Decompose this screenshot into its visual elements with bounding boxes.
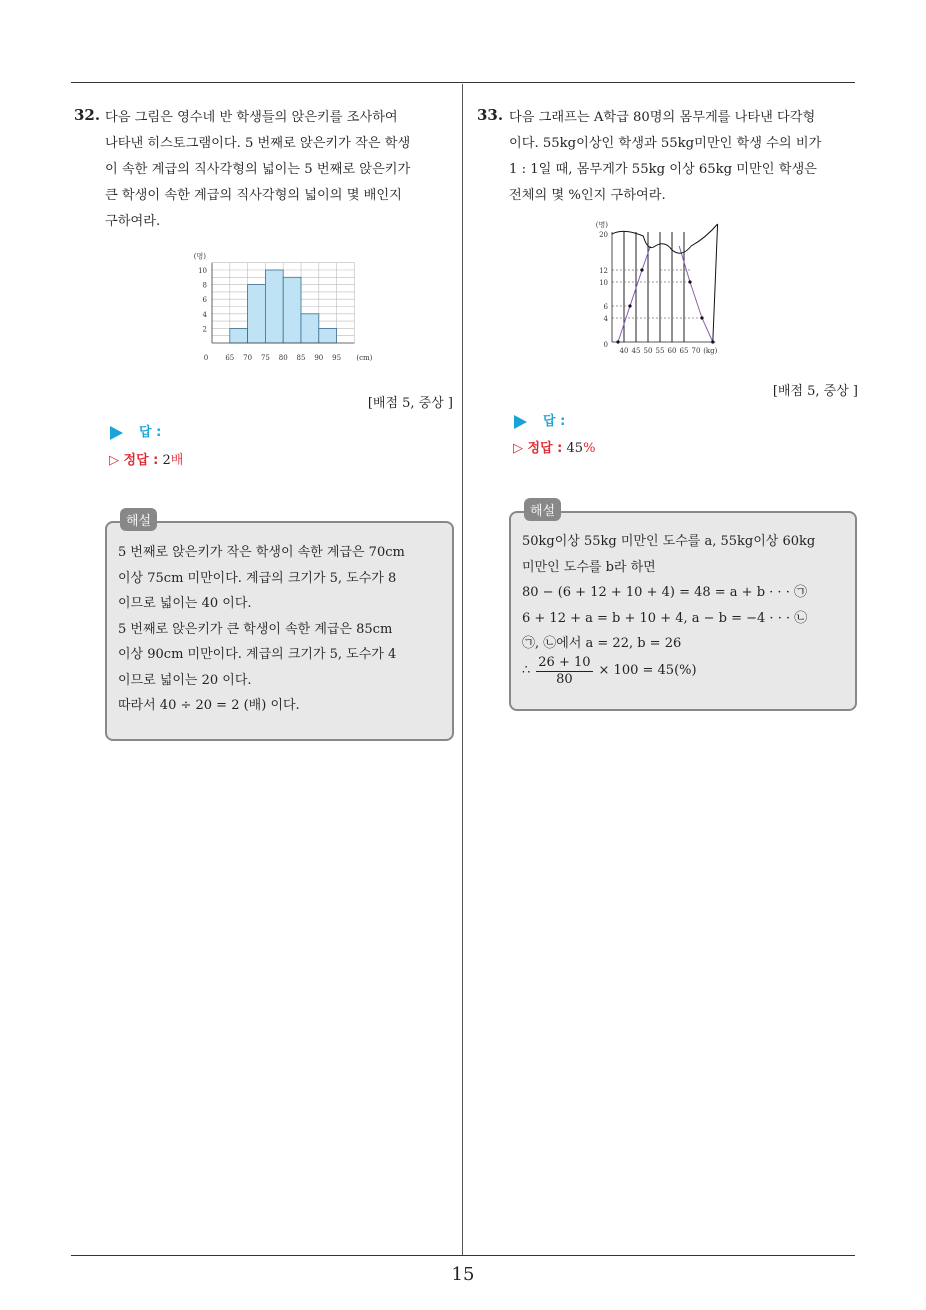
fraction-suffix: × 100 = 45(%) xyxy=(598,663,697,678)
q33-solution-text xyxy=(522,529,815,688)
x-axis-label: (cm) xyxy=(356,354,373,362)
histogram-bar xyxy=(230,328,248,343)
y-axis-label: (명) xyxy=(193,252,206,261)
y-tick-label: 6 xyxy=(202,296,207,305)
polygon-line xyxy=(618,246,650,342)
q32-line: 나타낸 히스토그램이다. 5 번째로 앉은키가 작은 학생 xyxy=(105,136,411,151)
q32-score: [배점 5, 중상 ] xyxy=(367,396,453,411)
q33-score: [배점 5, 중상 ] xyxy=(772,384,858,399)
solution-line: 5 번째로 앉은키가 작은 학생이 속한 계급은 70cm xyxy=(118,545,405,560)
q33-correct-unit: % xyxy=(583,441,596,456)
x-tick-label: 90 xyxy=(314,354,324,362)
q33-line: 다음 그래프는 A학급 80명의 몸무게를 나타낸 다각형 xyxy=(509,110,816,125)
x-tick-label: 50 xyxy=(643,347,653,355)
y-tick-label: 4 xyxy=(603,315,608,323)
solution-line: 미만인 도수를 b라 하면 xyxy=(522,559,656,575)
q33-number: 33. xyxy=(477,106,504,124)
q32-line: 다음 그림은 영수네 반 학생들의 앉은키를 조사하여 xyxy=(105,110,398,125)
histogram-bar xyxy=(319,328,337,343)
bottom-rule xyxy=(71,1255,855,1256)
solution-line: 80 − (6 + 12 + 10 + 4) = 48 = a + b · · · ㉠ xyxy=(522,585,807,600)
y-tick-label: 20 xyxy=(599,231,608,239)
solution-line: 이상 90cm 미만이다. 계급의 크기가 5, 도수가 4 xyxy=(118,647,397,662)
q33-line: 1 : 1일 때, 몸무게가 55kg 이상 65kg 미만인 학생은 xyxy=(509,162,817,177)
solution-line: 이상 75cm 미만이다. 계급의 크기가 5, 도수가 8 xyxy=(118,570,397,586)
q33-answer-row[interactable] xyxy=(514,410,565,429)
q32-line: 이 속한 계급의 직사각형의 넓이는 5 번째로 앉은키가 xyxy=(105,162,411,177)
q33-line: 이다. 55kg이상인 학생과 55kg미만인 학생 수의 비가 xyxy=(509,136,822,151)
answer-arrow-icon xyxy=(110,426,123,440)
q32-line: 구하여라. xyxy=(105,214,161,229)
q32-correct-answer xyxy=(109,449,183,468)
q33-correct-label: ▷ 정답 : xyxy=(513,441,563,456)
q32-correct-value: 2 xyxy=(162,453,171,468)
solution-line: 6 + 12 + a = b + 10 + 4, a − b = −4 · · · ㉡ xyxy=(522,610,808,626)
solution-line: 5 번째로 앉은키가 큰 학생이 속한 계급은 85cm xyxy=(118,621,393,637)
x-tick-label: 55 xyxy=(655,347,665,355)
top-rule xyxy=(71,82,855,83)
x-tick-label: 95 xyxy=(332,354,342,362)
data-point xyxy=(628,304,631,307)
y-tick-label: 6 xyxy=(603,303,608,311)
histogram-chart xyxy=(188,240,388,370)
solution-line: 이므로 넓이는 40 이다. xyxy=(118,596,252,611)
y-tick-label: 10 xyxy=(599,279,608,287)
data-point xyxy=(688,280,691,283)
x-tick-label: 70 xyxy=(243,354,253,362)
q33-correct-value: 45 xyxy=(566,441,584,456)
fraction-numerator: 26 + 10 xyxy=(538,654,591,670)
q32-correct-unit: 배 xyxy=(170,453,184,468)
x-tick-label: 40 xyxy=(619,347,629,355)
frequency-polygon-chart xyxy=(590,212,790,362)
histogram-bar xyxy=(265,270,283,343)
x-tick-label: 65 xyxy=(225,354,235,362)
q32-solution-tag: 해설 xyxy=(120,508,157,531)
q32-correct-label: ▷ 정답 : xyxy=(109,453,159,468)
x-tick-label: 45 xyxy=(631,347,641,355)
x-tick-label: 85 xyxy=(296,354,306,362)
x-tick-label: 60 xyxy=(667,347,677,355)
q33-answer-label: 답 : xyxy=(543,414,566,429)
fraction-denominator: 80 xyxy=(556,671,573,687)
q32-text xyxy=(105,105,457,235)
x-tick-label: 75 xyxy=(260,354,270,362)
torn-edge xyxy=(612,224,718,253)
y-tick-label: 4 xyxy=(202,310,207,319)
solution-line: 이므로 넓이는 20 이다. xyxy=(118,672,252,688)
q33-solution-tag: 해설 xyxy=(524,498,561,521)
histogram-bar xyxy=(248,285,266,343)
therefore-symbol: ∴ xyxy=(522,663,531,678)
column-separator xyxy=(462,84,463,1256)
q33-line: 전체의 몇 %인지 구하여라. xyxy=(509,188,666,203)
y-tick-label: 12 xyxy=(599,267,608,275)
x-tick-label: 65 xyxy=(679,347,689,355)
histogram-bar xyxy=(301,314,319,343)
q32-solution-text xyxy=(118,540,405,719)
q33-text xyxy=(509,105,859,209)
fraction xyxy=(536,655,592,688)
data-point xyxy=(640,268,643,271)
torn-edge xyxy=(713,224,718,342)
q32-answer-label: 답 : xyxy=(139,425,162,440)
q33-correct-answer xyxy=(513,437,595,456)
answer-arrow-icon xyxy=(514,415,527,429)
y-tick-label: 10 xyxy=(198,267,207,275)
x-tick-label: 0 xyxy=(203,354,209,362)
x-axis-label: (kg) xyxy=(703,347,718,355)
x-tick-label: 80 xyxy=(278,354,288,362)
y-tick-label: 8 xyxy=(202,281,207,290)
x-tick-label: 70 xyxy=(691,347,701,355)
page-number: 15 xyxy=(451,1264,475,1285)
y-tick-label: 2 xyxy=(202,325,207,334)
q32-answer-row[interactable] xyxy=(110,421,161,440)
data-point xyxy=(700,316,703,319)
y-tick-label: 0 xyxy=(603,341,608,349)
solution-line: 50kg이상 55kg 미만인 도수를 a, 55kg이상 60kg xyxy=(522,534,816,549)
solution-line: ㉠, ㉡에서 a = 22, b = 26 xyxy=(522,636,682,651)
q32-number: 32. xyxy=(74,106,101,124)
solution-line: 따라서 40 ÷ 20 = 2 (배) 이다. xyxy=(118,698,300,713)
histogram-bar xyxy=(283,277,301,343)
y-axis-label: (명) xyxy=(595,221,608,229)
solution-fraction-line xyxy=(522,655,815,688)
q32-line: 큰 학생이 속한 계급의 직사각형의 넓이의 몇 배인지 xyxy=(105,188,402,203)
